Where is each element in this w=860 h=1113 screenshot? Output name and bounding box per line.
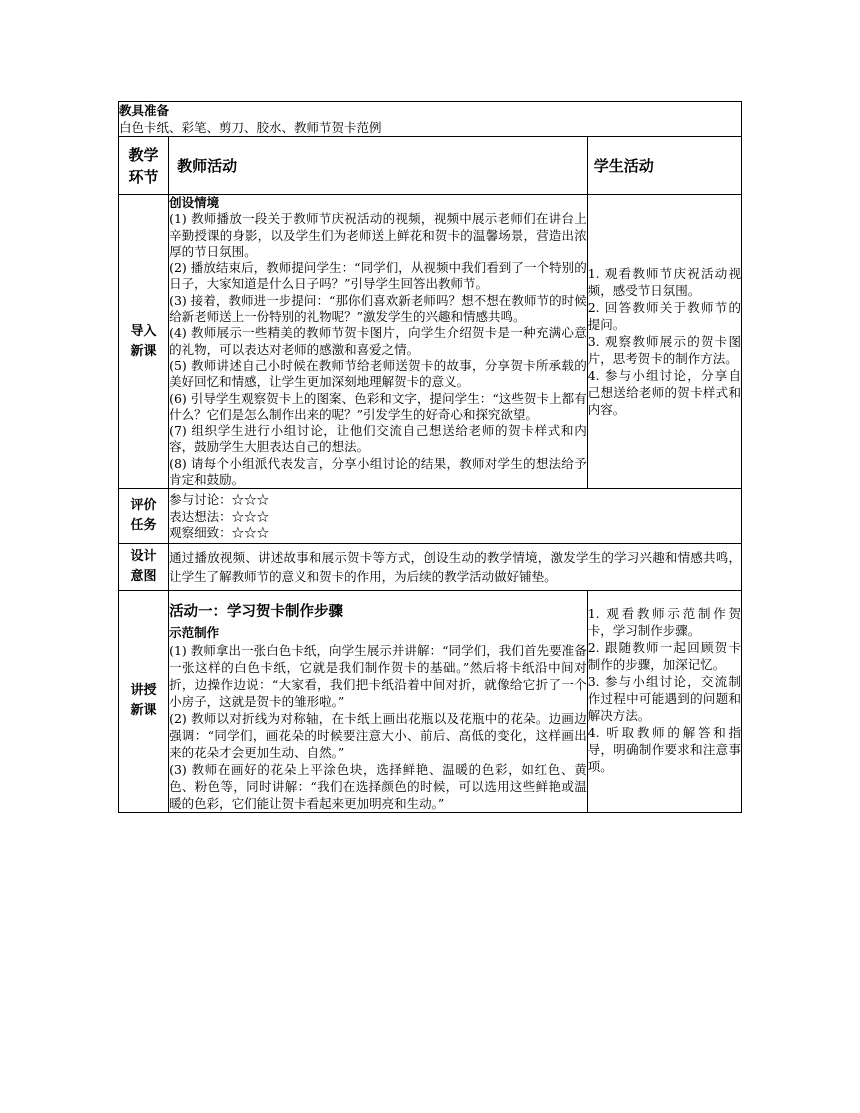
lesson-plan-table — [118, 101, 742, 813]
intro-heading: 创设情境 — [169, 195, 220, 210]
intro-student-item: 1. 观看教师节庆祝活动视频，感受节日氛围。 — [587, 266, 741, 299]
intro-student-item: 4. 参与小组讨论，分享自己想送给老师的贺卡样式和内容。 — [587, 368, 741, 418]
intro-label: 导入新课 — [130, 323, 157, 359]
intro-student-item: 3. 观察教师展示的贺卡图片，思考贺卡的制作方法。 — [587, 334, 741, 367]
activity-title: 活动一：学习贺卡制作步骤 — [169, 604, 344, 621]
eval-line: 参与讨论：☆☆☆ — [169, 492, 270, 508]
eval-label-cell — [119, 489, 169, 544]
intro-teacher-step: (1) 教师播放一段关于教师节庆祝活动的视频，视频中展示老师们在讲台上辛勤授课的身影，以及学生们为老师送上鲜花和贺卡的温馨场景，营造出浓厚的节日氛围。 — [169, 211, 587, 259]
header-col3-cell — [587, 137, 741, 195]
intro-teacher-step: (7) 组织学生进行小组讨论，让他们交流自己想送给老师的贺卡样式和内容，鼓励学生大胆表达自己的想法。 — [169, 423, 587, 455]
design-label: 设计意图 — [130, 549, 157, 585]
lecture-teacher-step: (1) 教师拿出一张白色卡纸，向学生展示并讲解：“同学们，我们首先要准备一张这样的白色卡纸，它就是我们制作贺卡的基础。”然后将卡纸沿中间对折，边操作边说：“大家看，我们把卡纸沿着中间对折，就像给它折了一个小房子，这就是贺卡的雏形啦。” — [169, 642, 587, 709]
lecture-heading: 示范制作 — [169, 625, 220, 641]
lecture-teacher-step: (3) 教师在画好的花朵上平涂色块，选择鲜艳、温暖的色彩，如红色、黄色、粉色等，同时讲解：“我们在选择颜色的时候，可以选用这些鲜艳或温暖的色彩，它们能让贺卡看起来更加明亮和生动。” — [169, 761, 587, 811]
lecture-teacher-cell — [169, 591, 588, 812]
lecture-label-cell — [119, 591, 169, 812]
lecture-label: 讲授新课 — [130, 683, 157, 719]
eval-line: 表达想法：☆☆☆ — [169, 508, 270, 524]
header-col3: 学生活动 — [593, 157, 654, 175]
intro-teacher-step: (8) 请每个小组派代表发言，分享小组讨论的结果，教师对学生的想法给予肯定和鼓励。 — [169, 455, 587, 488]
header-row — [119, 137, 742, 195]
intro-student-item: 2. 回答教师关于教师节的提问。 — [587, 300, 741, 333]
eval-label: 评价任务 — [130, 498, 157, 534]
header-col2-cell — [169, 137, 588, 195]
intro-teacher-cell — [169, 195, 588, 489]
prep-items: 白色卡纸、彩笔、剪刀、胶水、教师节贺卡范例 — [119, 120, 382, 135]
design-label-cell — [119, 544, 169, 591]
intro-teacher-step: (3) 接着，教师进一步提问：“那你们喜欢新老师吗？想不想在教师节的时候给新老师送上一份特别的礼物呢？”激发学生的兴趣和情感共鸣。 — [169, 292, 587, 325]
intro-teacher-step: (2) 播放结束后，教师提问学生：“同学们，从视频中我们看到了一个特别的日子，大家知道是什么日子吗？”引导学生回答出教师节。 — [169, 260, 587, 292]
eval-row — [119, 489, 742, 544]
lesson-plan-page — [118, 101, 742, 813]
lecture-student-item: 4. 听取教师的解答和指导，明确制作要求和注意事项。 — [587, 725, 741, 775]
design-text: 通过播放视频、讲述故事和展示贺卡等方式，创设生动的教学情境，激发学生的学习兴趣和情感共鸣，让学生了解教师节的意义和贺卡的作用，为后续的教学活动做好铺垫。 — [169, 550, 741, 585]
prep-row — [119, 102, 742, 137]
lecture-student-item: 2. 跟随教师一起回顾贺卡制作的步骤，加深记忆。 — [587, 640, 741, 673]
lecture-teacher-step: (2) 教师以对折线为对称轴，在卡纸上画出花瓶以及花瓶中的花朵。边画边强调：“同学们，画花朵的时候要注意大小、前后、高低的变化，这样画出来的花朵才会更加生动、自然。” — [169, 710, 587, 760]
prep-cell — [119, 102, 742, 137]
lecture-student-cell — [587, 591, 741, 812]
intro-teacher-step: (6) 引导学生观察贺卡上的图案、色彩和文字，提问学生：“这些贺卡上都有什么？它们是怎么制作出来的呢？”引发学生的好奇心和探究欲望。 — [169, 390, 587, 422]
lecture-student-item: 3. 参与小组讨论，交流制作过程中可能遇到的问题和解决方法。 — [587, 674, 741, 724]
header-col1: 教学环节 — [128, 145, 159, 186]
header-col2: 教师活动 — [177, 157, 238, 175]
intro-label-cell — [119, 195, 169, 489]
intro-row — [119, 195, 742, 489]
intro-teacher-step: (4) 教师展示一些精美的教师节贺卡图片，向学生介绍贺卡是一种充满心意的礼物，可以表达对老师的感激和喜爱之情。 — [169, 325, 587, 357]
prep-title: 教具准备 — [119, 103, 170, 118]
lecture-student-item: 1. 观看教师示范制作贺卡，学习制作步骤。 — [587, 606, 741, 639]
intro-student-cell — [587, 195, 741, 489]
header-col1-cell — [119, 137, 169, 195]
intro-teacher-step: (5) 教师讲述自己小时候在教师节给老师送贺卡的故事，分享贺卡所承载的美好回忆和情感，让学生更加深刻地理解贺卡的意义。 — [169, 357, 587, 390]
eval-cell — [169, 489, 742, 544]
eval-line: 观察细致：☆☆☆ — [169, 524, 270, 540]
lecture-row — [119, 591, 742, 812]
design-cell — [169, 544, 742, 591]
design-row — [119, 544, 742, 591]
